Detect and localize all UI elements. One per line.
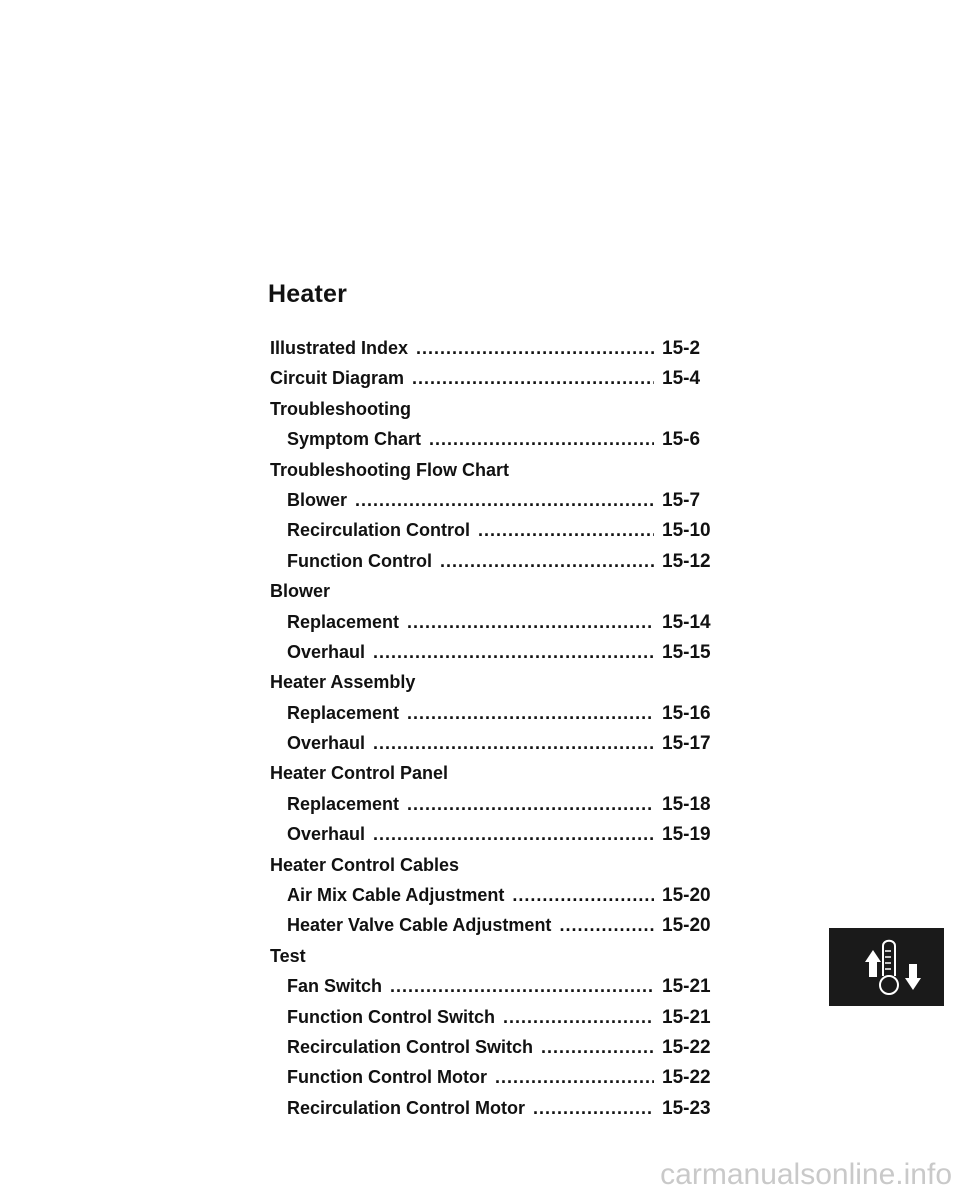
toc-entry-function-control-switch[interactable] (270, 1007, 740, 1037)
toc-entry-fan-switch[interactable] (270, 976, 740, 1006)
dot-leader (541, 1037, 654, 1058)
toc-entry-control-panel-replacement[interactable] (270, 794, 740, 824)
toc-entry-page: 15-19 (662, 824, 711, 846)
toc-entry-recirculation-control-motor[interactable] (270, 1098, 740, 1128)
toc-entry-recirculation-control[interactable] (270, 520, 740, 550)
up-arrow-icon (865, 950, 881, 977)
toc-entry-heater-valve-cable-adjustment[interactable] (270, 915, 740, 945)
toc-entry-label: Function Control Motor (287, 1067, 487, 1088)
toc-entry-blower-overhaul[interactable] (270, 642, 740, 672)
toc-entry-page: 15-20 (662, 915, 711, 937)
toc-entry-page: 15-15 (662, 641, 711, 663)
toc-heading-label: Heater Control Panel (270, 763, 449, 784)
dot-leader (416, 338, 654, 359)
toc-entry-label: Heater Valve Cable Adjustment (287, 915, 552, 936)
toc-heading-blower (270, 581, 740, 611)
down-arrow-icon (905, 964, 921, 990)
toc-entry-page: 15-20 (662, 885, 711, 907)
toc-entry-page: 15-6 (662, 429, 701, 451)
dot-leader (355, 490, 654, 511)
toc-entry-page: 15-14 (662, 611, 711, 633)
toc-entry-label: Recirculation Control Switch (287, 1036, 534, 1057)
toc-entry-label: Function Control (287, 550, 432, 571)
toc-entry-label: Recirculation Control (287, 520, 471, 541)
toc-heading-heater-assembly (270, 672, 740, 702)
toc-entry-label: Replacement (287, 793, 400, 814)
toc-heading-label: Test (270, 945, 306, 966)
toc-entry-symptom-chart[interactable] (270, 429, 740, 459)
dot-leader (373, 733, 654, 754)
thermometer-arrows-icon (829, 928, 944, 1006)
toc-heading-label: Heater Control Cables (270, 854, 460, 875)
toc-entry-label: Air Mix Cable Adjustment (287, 885, 505, 906)
toc-entry-label: Overhaul (287, 641, 366, 662)
dot-leader (503, 1007, 654, 1028)
toc-heading-label: Blower (270, 581, 331, 602)
toc-entry-page: 15-21 (662, 1006, 711, 1028)
toc-entry-blower[interactable] (270, 490, 740, 520)
thermometer-icon (880, 941, 898, 994)
dot-leader (407, 794, 654, 815)
toc-entry-page: 15-2 (662, 338, 701, 359)
toc-entry-label: Recirculation Control Motor (287, 1097, 525, 1118)
toc-entry-label: Blower (287, 489, 348, 510)
toc-entry-label: Symptom Chart (287, 429, 422, 450)
watermark-url: carmanualsonline.info (660, 1158, 952, 1191)
toc-entry-page: 15-23 (662, 1097, 711, 1119)
dot-leader (559, 915, 654, 936)
dot-leader (373, 824, 654, 845)
dot-leader (429, 429, 654, 450)
dot-leader (412, 368, 654, 389)
dot-leader (440, 551, 654, 572)
toc-entry-label: Fan Switch (287, 976, 383, 997)
toc-entry-page: 15-7 (662, 489, 701, 511)
toc-entry-label: Overhaul (287, 733, 366, 754)
toc-entry-page: 15-22 (662, 1036, 711, 1058)
toc-entry-page: 15-21 (662, 976, 711, 998)
toc-entry-page: 15-10 (662, 520, 711, 542)
toc-entry-function-control-motor[interactable] (270, 1067, 740, 1097)
dot-leader (533, 1098, 654, 1119)
dot-leader (407, 612, 654, 633)
section-tab (829, 928, 944, 1006)
toc-entry-page: 15-16 (662, 702, 711, 724)
toc-entry-blower-replacement[interactable] (270, 612, 740, 642)
toc-entry-label: Circuit Diagram (270, 368, 405, 389)
toc-entry-circuit-diagram[interactable] (270, 368, 740, 398)
toc-entry-page: 15-4 (662, 368, 701, 390)
toc-entry-recirculation-control-switch[interactable] (270, 1037, 740, 1067)
dot-leader (373, 642, 654, 663)
toc-heading-label: Heater Assembly (270, 672, 416, 693)
dot-leader (390, 976, 654, 997)
toc-heading-test (270, 946, 740, 976)
dot-leader (495, 1067, 654, 1088)
toc-heading-troubleshooting (270, 399, 740, 429)
dot-leader (512, 885, 654, 906)
toc-entry-label: Illustrated Index (270, 338, 409, 358)
toc-entry-illustrated-index[interactable] (270, 338, 740, 368)
toc-heading-heater-control-panel (270, 763, 740, 793)
toc-entry-label: Overhaul (287, 824, 366, 845)
toc-entry-label: Replacement (287, 611, 400, 632)
toc-heading-heater-control-cables (270, 855, 740, 885)
toc-heading-label: Troubleshooting Flow Chart (270, 459, 509, 480)
toc-heading-troubleshooting-flow-chart (270, 460, 740, 490)
dot-leader (407, 703, 654, 724)
toc-entry-heater-assembly-overhaul[interactable] (270, 733, 740, 763)
section-title: Heater (268, 280, 348, 308)
toc-entry-page: 15-18 (662, 793, 711, 815)
toc-entry-page: 15-22 (662, 1067, 711, 1089)
table-of-contents (270, 338, 740, 1128)
toc-entry-function-control[interactable] (270, 551, 740, 581)
toc-heading-label: Troubleshooting (270, 398, 411, 419)
toc-entry-label: Replacement (287, 702, 400, 723)
toc-entry-page: 15-12 (662, 550, 711, 572)
toc-entry-air-mix-cable-adjustment[interactable] (270, 885, 740, 915)
toc-entry-heater-assembly-replacement[interactable] (270, 703, 740, 733)
dot-leader (478, 520, 654, 541)
toc-entry-control-panel-overhaul[interactable] (270, 824, 740, 854)
toc-entry-label: Function Control Switch (287, 1006, 495, 1027)
toc-entry-page: 15-17 (662, 733, 711, 755)
